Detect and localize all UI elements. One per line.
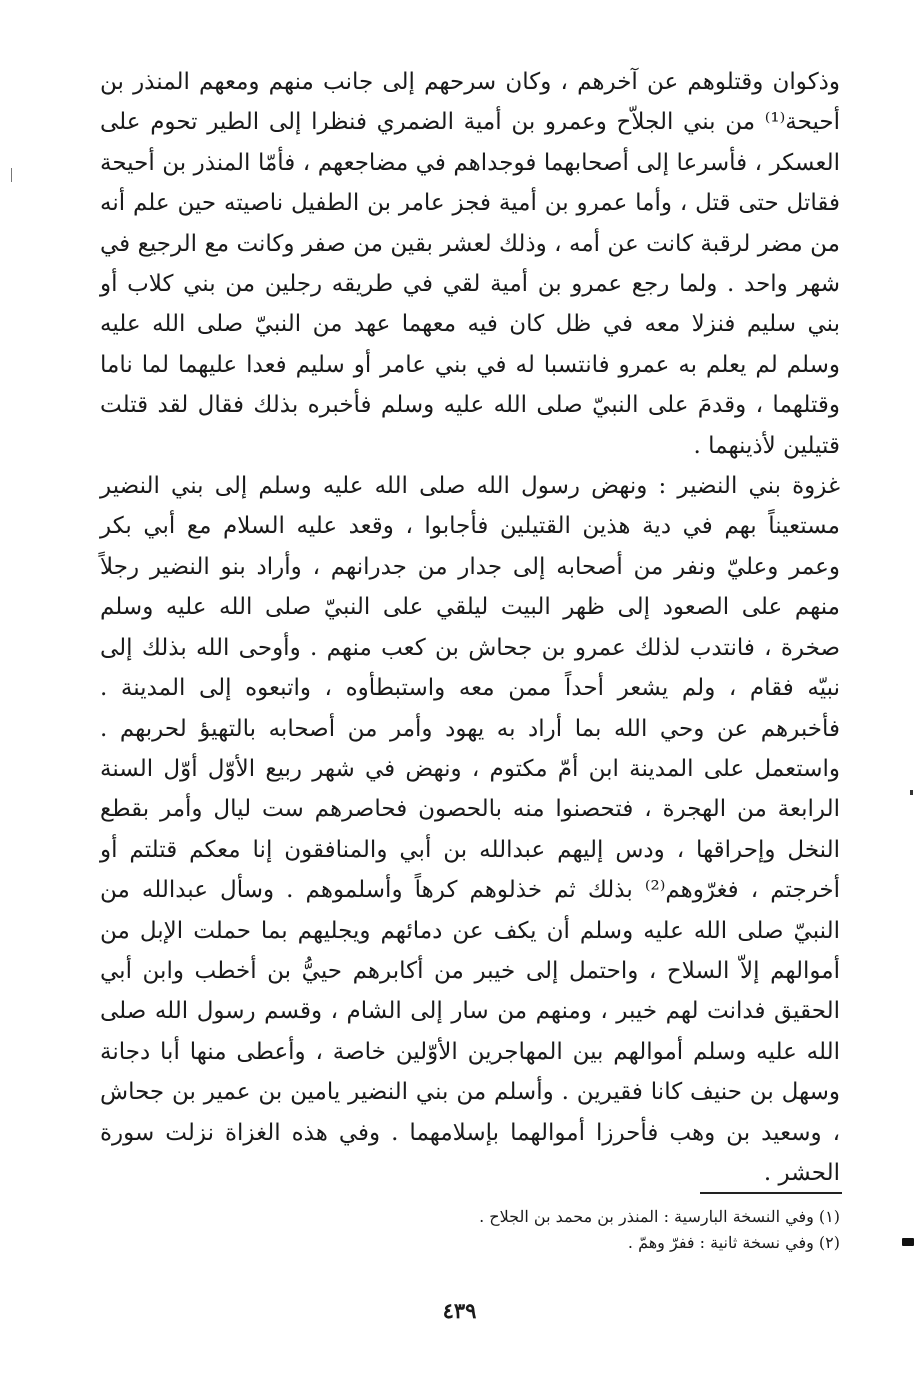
- scan-edge-mark: [902, 1238, 914, 1246]
- paragraph-bir-maona-aftermath: وذكوان وقتلوهم عن آخرهم ، وكان سرحهم إلى جانب منهم ومعهم المنذر بن أحيحة⁽¹⁾ من بني الجلاّح وعمرو بن أمية الضمري فنظرا إلى الطير تحوم على العسكر ، فأسرعا إلى أصحابهما فوجداهم في مضاجعهم ، فأمّا المنذر بن أحيحة فقاتل حتى قتل ، وأما عمرو بن أمية فجز عامر بن الطفيل ناصيته حين علم أنه من مضر لرقبة كانت عن أمه ، وذلك لعشر بقين من صفر وكانت مع الرجيع في شهر واحد . ولما رجع عمرو بن أمية لقي في طريقه رجلين من بني كلاب أو بني سليم فنزلا معه في ظل كان فيه معهما عهد من النبيّ صلى الله عليه وسلم لم يعلم به عمرو فانتسبا له في بني عامر أو سليم فعدا عليهما لما ناما وقتلهما ، وقدمَ على النبيّ صلى الله عليه وسلم فأخبره بذلك فقال لقد قتلت قتيلين لأذينهما .: [100, 69, 840, 459]
- paragraph-ghazwat-bani-nadir: غزوة بني النضير : ونهض رسول الله صلى الله عليه وسلم إلى بني النضير مستعيناً بهم في دية هذين القتيلين فأجابوا ، وقعد عليه السلام مع أبي بكر وعمر وعليّ ونفر من أصحابه إلى جدار من جدرانهم ، وأراد بنو النضير رجلاً منهم على الصعود إلى ظهر البيت ليلقي على النبيّ صلى الله عليه وسلم صخرة ، فانتدب لذلك عمرو بن جحاش بن كعب منهم . وأوحى الله بذلك إلى نبيّه فقام ، ولم يشعر أحداً ممن معه واستبطأوه ، واتبعوه إلى المدينة . فأخبرهم عن وحي الله بما أراد به يهود وأمر من أصحابه بالتهيؤ لحربهم . واستعمل على المدينة ابن أمّ مكتوم ، ونهض في شهر ربيع الأوّل أوّل السنة الرابعة من الهجرة ، فتحصنوا منه بالحصون فحاصرهم ست ليال وأمر بقطع النخل وإحراقها ، ودس إليهم عبدالله بن أبي والمنافقون إنا معكم قتلتم أو أخرجتم ، فغرّوهم⁽²⁾ بذلك ثم خذلوهم كرهاً وأسلموهم . وسأل عبدالله من النبيّ صلى الله عليه وسلم أن يكف عن دمائهم ويجليهم بما حملت الإبل من أموالهم إلاّ السلاح ، واحتمل إلى خيبر من أكابرهم حييُّ بن أخطب وابن أبي الحقيق فدانت لهم خيبر ، ومنهم من سار إلى الشام ، وقسم رسول الله صلى الله عليه وسلم أموالهم بين المهاجرين الأوّلين خاصة ، وأعطى منها أبا دجانة وسهل بن حنيف كانا فقيرين . وأسلم من بني النضير يامين بن عمير بن جحاش ، وسعيد بن وهب فأحرزا أموالهما بإسلامهما . وفي هذه الغزاة نزلت سورة الحشر .: [100, 473, 840, 1186]
- scan-edge-speck: [910, 790, 913, 795]
- footnote-separator: [700, 1192, 842, 1194]
- footnote-2: (٢) وفي نسخة ثانية : ففرّ وهمّ .: [627, 1233, 840, 1252]
- scan-edge-line: [11, 168, 12, 182]
- main-text: [100, 62, 840, 1193]
- page-number: ٤٣٩: [442, 1298, 477, 1323]
- footnote-1: (١) وفي النسخة البارسية : المنذر بن محمد بن الجلاح .: [479, 1207, 840, 1226]
- footnotes: [100, 1204, 840, 1256]
